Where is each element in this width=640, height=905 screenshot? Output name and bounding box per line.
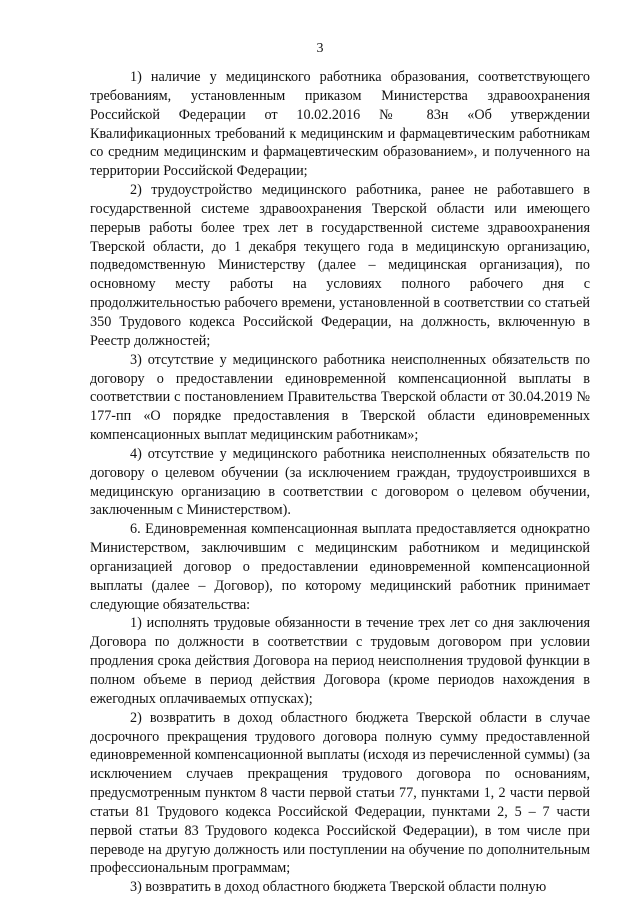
paragraph-clause-6: 6. Единовременная компенсационная выплата предоставляется однократно Министерством, заключившим с медицинским работником и медицинской организацией договор о предоставлении единовременной компенсационной выплаты (далее – Договор), по которому медицинский работник принимает следующие обязательства: [90,521,590,613]
paragraph-obligation-2: 2) возвратить в доход областного бюджета Тверской области в случае досрочного прекращения трудового договора полную сумму предоставленной единовременной компенсационной выплаты (исходя из перечисленной суммы) (за исключением случаев прекращения трудового договора по основаниям, предусмотренным пунктом 8 части первой статьи 77, пунктами 1, 2 части первой статьи 81 Трудового кодекса Российской Федерации, пунктами 2, 5 – 7 части первой статьи 83 Трудового кодекса Российской Федерации), в том числе при переводе на другую должность или поступлении на обучение по дополнительным профессиональным программам; [90,709,590,877]
paragraph-obligation-3: 3) возвратить в доход областного бюджета Тверской области полную [130,879,547,896]
paragraph-condition-1-education: 1) наличие у медицинского работника образования, соответствующего требованиям, установленным приказом Министерства здравоохранения Российской Федерации от 10.02.2016 № 83н «Об утверждении Квалификационных требований к медицинским и фармацевтическим работникам со средним медицинским и фармацевтическим образованием», и полученного на территории Российской Федерации; [90,69,590,180]
page-number: 3 [316,41,324,56]
paragraph-condition-4-no-training-obligations: 4) отсутствие у медицинского работника неисполненных обязательств по договору о целевом обучении (за исключением граждан, трудоустроившихся в медицинскую организацию в соответствии с договором о целевом обучении, заключенным с Министерством). [90,445,590,519]
paragraph-obligation-1: 1) исполнять трудовые обязанности в течение трех лет со дня заключения Договора по должности в соответствии с трудовым договором при условии продления срока действия Договора на период неисполнения трудовой функции в полном объеме в период действия Договора (кроме периодов нахождения в ежегодных оплачиваемых отпусках); [90,615,590,707]
document-body [90,68,590,897]
paragraph-condition-2-employment: 2) трудоустройство медицинского работника, ранее не работавшего в государственной системе здравоохранения Тверской области или имеющего перерыв работы более трех лет в государственной системе здравоохранения Тверской области, до 1 декабря текущего года в медицинскую организацию, подведомственную Министерству (далее – медицинская организация), по основному месту работы на условиях полного рабочего дня с продолжительностью рабочего времени, установленной в соответствии со статьей 350 Трудового кодекса Российской Федерации, на должность, включенную в Реестр должностей; [90,182,590,349]
paragraph-condition-3-no-payment-obligations: 3) отсутствие у медицинского работника неисполненных обязательств по договору о предоставлении единовременной компенсационной выплаты в соответствии с постановлением Правительства Тверской области от 30.04.2019 № 177-пп «О порядке предоставления в Тверской области единовременных компенсационных выплат медицинским работникам»; [90,351,590,444]
